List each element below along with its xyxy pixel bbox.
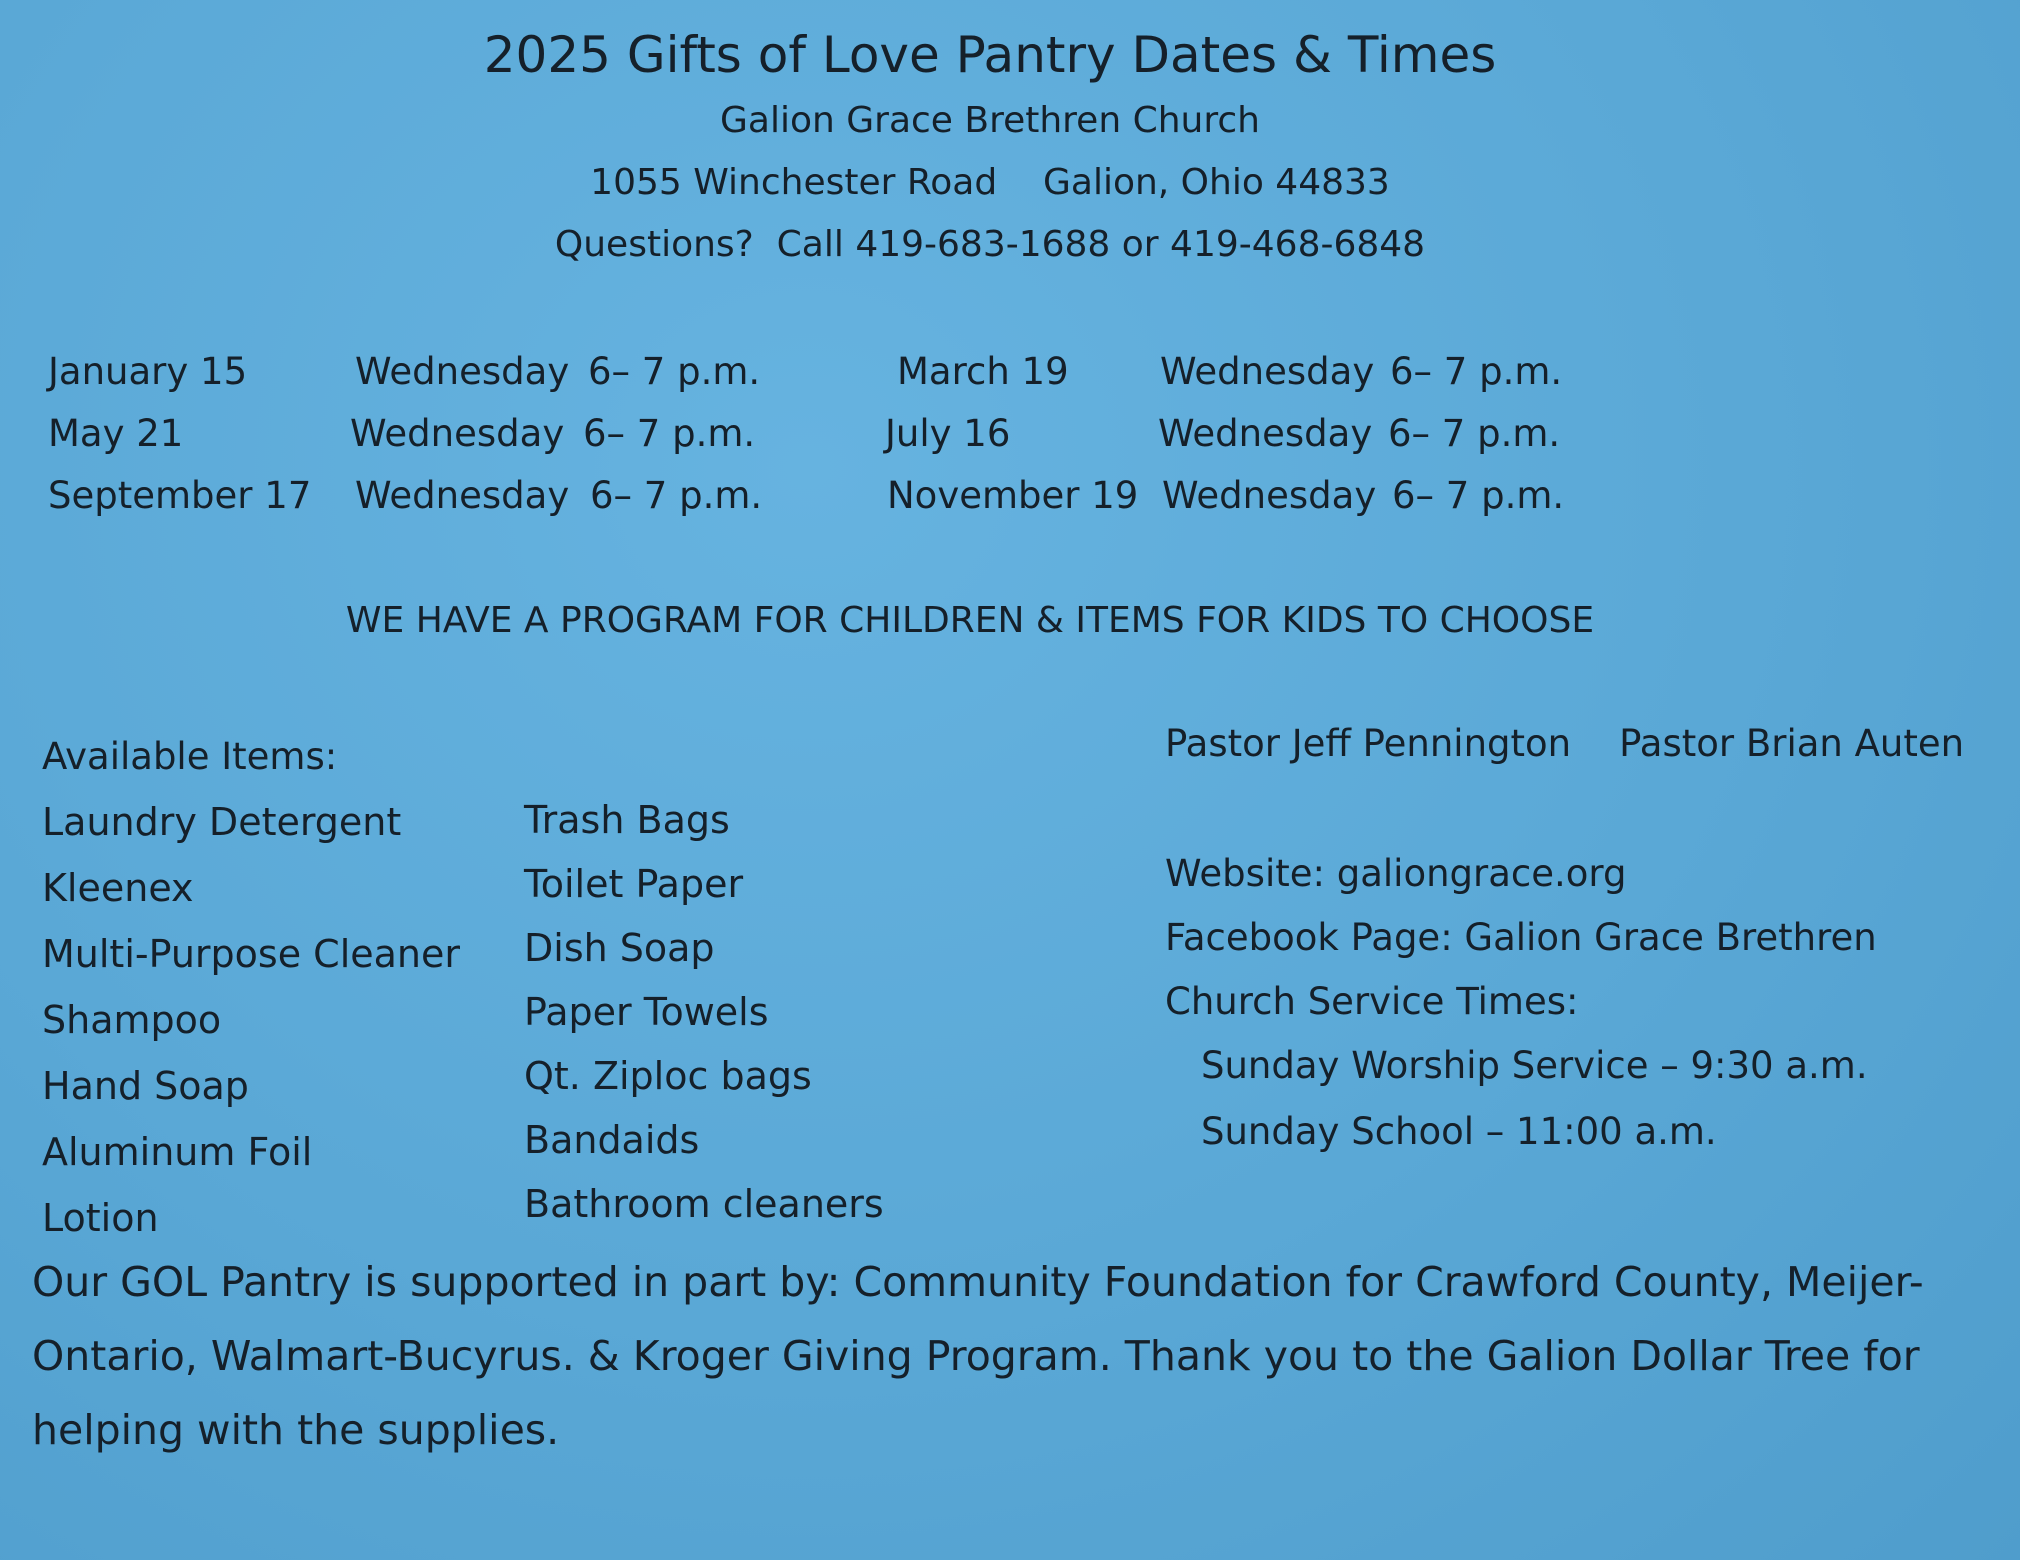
list-item: Qt. Ziploc bags [524, 1054, 812, 1098]
schedule-day: Wednesday [355, 350, 570, 393]
list-item: Multi-Purpose Cleaner [42, 932, 461, 976]
contact-phones: Questions? Call 419-683-1688 or 419-468-6848 [554, 224, 1426, 265]
sunday-school-time: Sunday School – 11:00 a.m. [1201, 1110, 1717, 1153]
schedule-time: 6– 7 p.m. [583, 412, 756, 455]
schedule-time: 6– 7 p.m. [1388, 412, 1561, 455]
schedule-day: Wednesday [350, 412, 565, 455]
schedule-date: May 21 [48, 412, 184, 455]
schedule-day: Wednesday [1162, 474, 1377, 517]
schedule-time: 6– 7 p.m. [590, 474, 763, 517]
list-item: Paper Towels [524, 990, 769, 1034]
schedule-date: November 19 [887, 474, 1139, 517]
list-item: Toilet Paper [524, 862, 744, 906]
schedule-time: 6– 7 p.m. [588, 350, 761, 393]
worship-time: Sunday Worship Service – 9:30 a.m. [1201, 1044, 1868, 1087]
schedule-day: Wednesday [1160, 350, 1375, 393]
children-program-banner: WE HAVE A PROGRAM FOR CHILDREN & ITEMS FOR KIDS TO CHOOSE [345, 600, 1595, 641]
list-item: Dish Soap [524, 926, 715, 970]
list-item: Bandaids [524, 1118, 700, 1162]
header [0, 20, 2020, 276]
schedule-day: Wednesday [1158, 412, 1373, 455]
list-item: Bathroom cleaners [524, 1182, 884, 1226]
schedule-time: 6– 7 p.m. [1390, 350, 1563, 393]
schedule-row [0, 474, 2020, 534]
church-name: Galion Grace Brethren Church [720, 100, 1260, 141]
page-title: 2025 Gifts of Love Pantry Dates & Times [483, 26, 1497, 84]
schedule-date: January 15 [48, 350, 248, 393]
list-item: Shampoo [42, 998, 222, 1042]
schedule-date: September 17 [48, 474, 312, 517]
schedule-date: March 19 [897, 350, 1069, 393]
pastors [1165, 722, 2012, 765]
list-item: Trash Bags [524, 798, 730, 842]
schedule-row [0, 412, 2020, 472]
schedule-date: July 16 [885, 412, 1011, 455]
list-item: Kleenex [42, 866, 194, 910]
schedule-day: Wednesday [355, 474, 570, 517]
list-item: Laundry Detergent [42, 800, 402, 844]
church-address: 1055 Winchester Road Galion, Ohio 44833 [590, 162, 1390, 203]
sponsors-note: Our GOL Pantry is supported in part by: Community Foundation for Crawford County, Meijer-Ontario, Walmart-Bucyrus. & Kroger Giving Program. Thank you to the Galion Dollar Tree for helping with the supplies. [32, 1258, 1924, 1454]
list-item: Aluminum Foil [42, 1130, 313, 1174]
service-times-heading: Church Service Times: [1165, 980, 1579, 1023]
facebook-line: Facebook Page: Galion Grace Brethren [1165, 916, 1877, 959]
list-item: Lotion [42, 1196, 159, 1240]
available-items-heading: Available Items: [42, 735, 338, 778]
schedule-time: 6– 7 p.m. [1392, 474, 1565, 517]
schedule-row [0, 350, 2020, 410]
pastor-name: Pastor Jeff Pennington [1165, 722, 1572, 765]
pastor-name: Pastor Brian Auten [1619, 722, 1965, 765]
website-line: Website: galiongrace.org [1165, 852, 1627, 895]
list-item: Hand Soap [42, 1064, 249, 1108]
